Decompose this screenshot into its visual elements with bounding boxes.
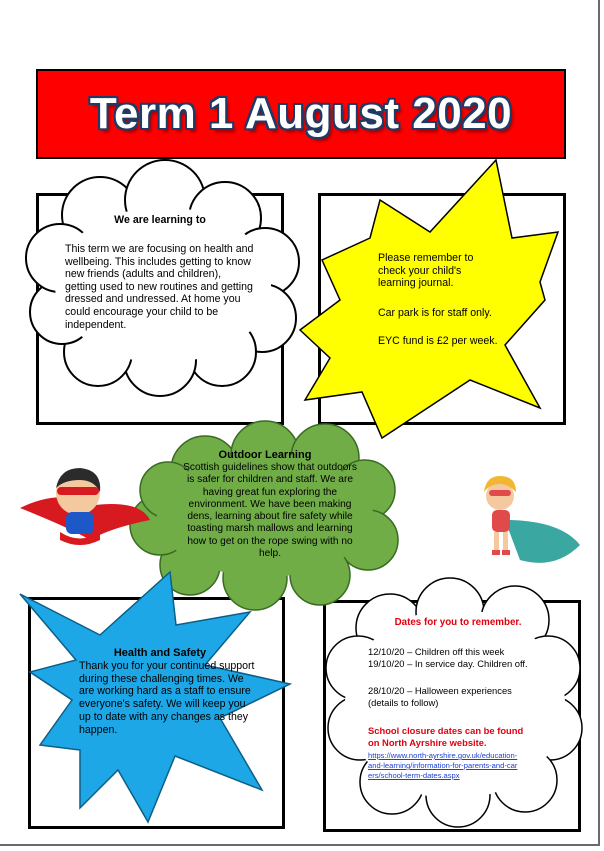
outdoor-body: Scottish guidelines show that outdoors is safer for children and staff. We are having great fun exploring the environment. We have been making dens, learning about fire safety while toasting marsh mallows and learning how to get on the rope swing with no help. <box>183 462 357 560</box>
dates-item-1: 12/10/20 – Children off this week <box>368 646 505 657</box>
outdoor-heading: Outdoor Learning <box>218 449 312 461</box>
dates-item-2: 19/10/20 – In service day. Children off. <box>368 658 528 669</box>
dates-heading: Dates for you to remember. <box>394 617 522 628</box>
page-title: Term 1 August 2020 <box>89 89 513 138</box>
reminders-line3: EYC fund is £2 per week. <box>378 335 498 347</box>
learning-body: This term we are focusing on health and wellbeing. This includes getting to know new friends (adults and children), getting used to new routines and getting dressed and undressed. At home you could encourage your child to be independent. <box>65 243 254 331</box>
health-body: Thank you for your continued support during these challenging times. We are working hard as a staff to ensure everyone's safety. We will keep you up to date with any changes as they happen. <box>79 660 255 736</box>
dates-item-3: 28/10/20 – Halloween experiences (details to follow) <box>368 685 512 708</box>
closure-note: School closure dates can be found on North Ayrshire website. <box>368 725 524 748</box>
reminders-line1: Please remember to check your child's learning journal. <box>378 252 474 290</box>
girl-superhero-icon <box>484 476 580 563</box>
learning-heading: We are learning to <box>114 214 206 226</box>
reminders-line2: Car park is for staff only. <box>378 307 492 319</box>
health-heading: Health and Safety <box>113 647 207 659</box>
reminders-star <box>300 160 558 438</box>
term-dates-link[interactable]: https://www.north-ayrshire.gov.uk/education-and-learning/information-for-parents-and-carers/school-term-dates.aspx <box>368 751 518 780</box>
